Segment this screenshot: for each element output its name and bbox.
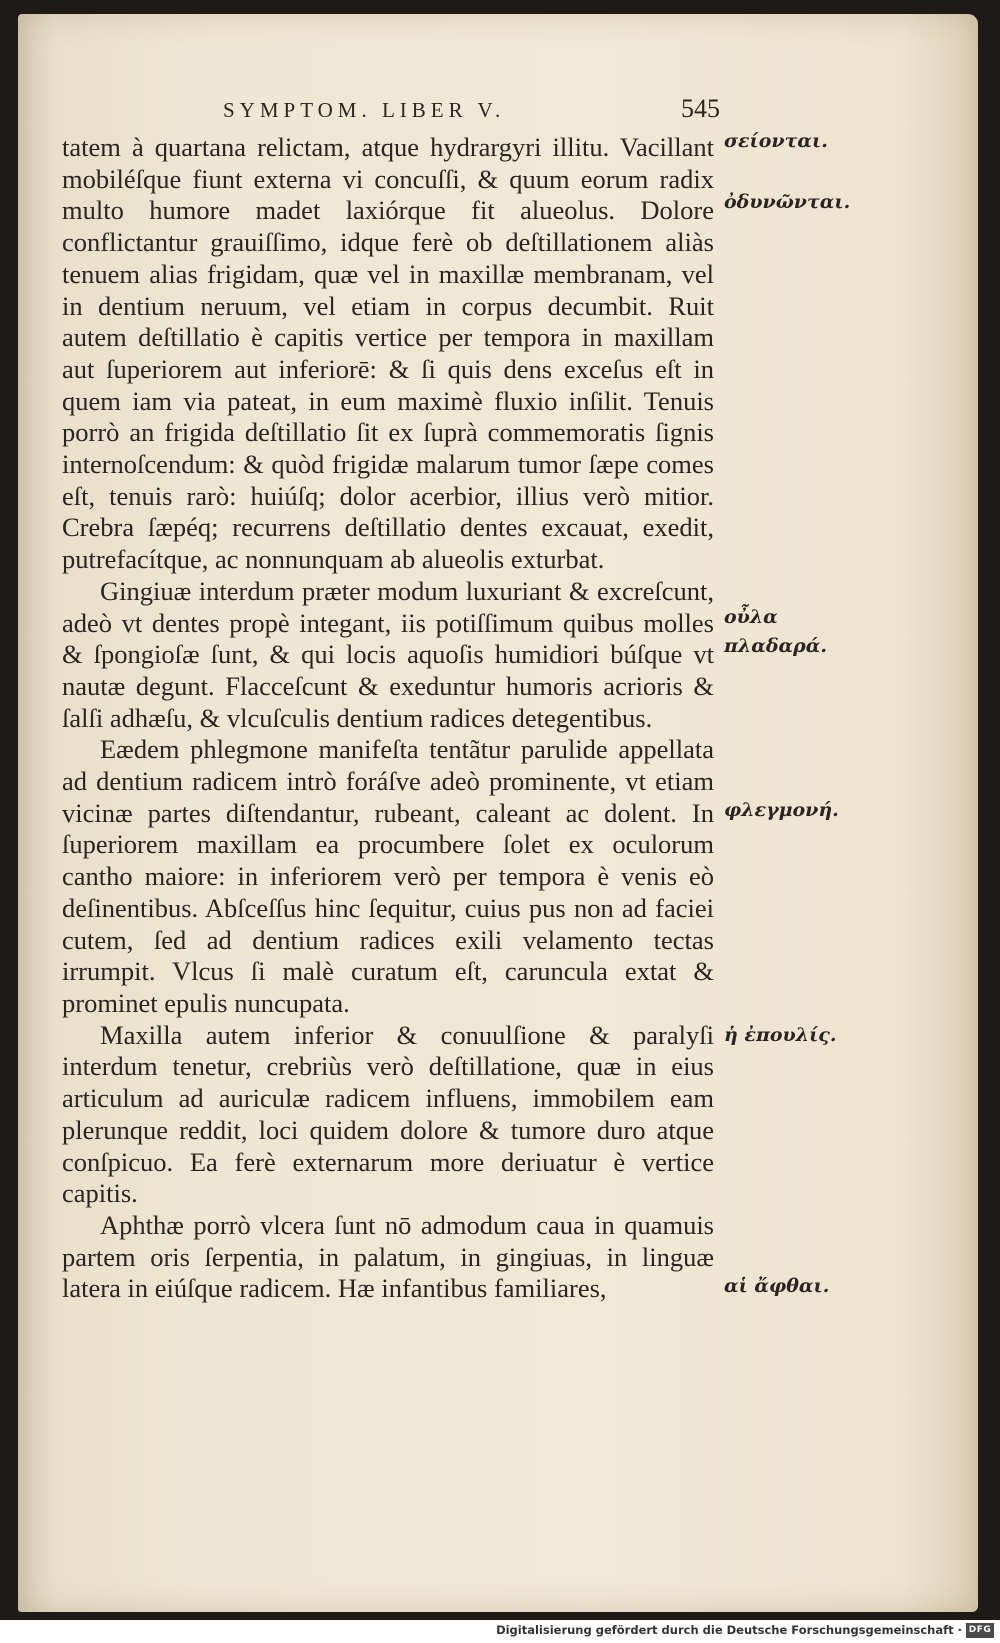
margin-note-1: σείονται. bbox=[724, 130, 828, 152]
page-number: 545 bbox=[681, 94, 720, 123]
paragraph-2: Gingiuæ interdum præter modum luxuriant & excreſcunt, adeò vt dentes propè integant, iis potiſſimum quibus molles & ſpongioſæ ſunt, & qui locis aquoſis humidiori búſque vt nautæ degunt. Flacceſcunt & exeduntur humoris acrioris & ſalſi adhæſu, & vlcuſculis dentium radices detegentibus. bbox=[62, 575, 714, 733]
margin-note-2: ὀδυνῶνται. bbox=[724, 191, 851, 213]
funding-credit: Digitalisierung gefördert durch die Deutsche Forschungsgemeinschaft · bbox=[496, 1623, 962, 1637]
margin-note-6: αἱ ἄφθαι. bbox=[724, 1275, 830, 1297]
paragraph-4: Maxilla autem inferior & conuulſione & paralyſi interdum tenetur, crebriùs verò deſtillatione, quæ in eius articulum ad auriculæ radicem influens, immobilem eam plerunque reddit, loci quidem dolore & tumore duro atque conſpicuo. Ea ferè externarum more deriuatur è vertice capitis. bbox=[62, 1019, 714, 1209]
book-page bbox=[18, 14, 978, 1612]
paragraph-1: tatem à quartana relictam, atque hydrargyri illitu. Vacillant mobiléſque fiunt externa vi concuſſi, & quum eorum radix multo humore madet laxiórque fit alueolus. Dolore conflictantur grauiſſimo, idque ferè ob deſtillationem aliàs tenuem alias frigidam, quæ vel in maxillæ membranam, vel in dentium neruum, vel etiam in corpus decumbit. Ruit autem deſtillatio è capitis vertice per tempora in maxillam aut ſuperiorem aut inferiorē: & ſi quis dens exceſus eſt in quem iam via pateat, in eum maximè fluxio inſilit. Tenuis porrò an frigida deſtillatio ſit ex ſuprà commemoratis ſignis internoſcendum: & quòd frigidæ malarum tumor ſæpe comes eſt, tenuis rarò: huiúſq; dolor acerbior, illius verò mitior. Crebra ſæpéq; recurrens deſtillatio dentes excauat, exedit, putrefacítque, ac nonnunquam ab alueolis exturbat. bbox=[62, 132, 714, 575]
dfg-logo: DFG bbox=[966, 1623, 994, 1638]
paragraph-3: Eædem phlegmone manifeſta tentãtur parulide appellata ad dentium radicem intrò foráſve adeò prominente, vt etiam vicinæ partes diſtendantur, rubeant, caleant ac dolent. In ſuperiorem maxillam ea procumbere ſolet ex oculorum cantho maiore: in inferiorem verò per tempora è venis eò deſinentibus. Abſceſſus hinc ſequitur, cuius pus non ad faciei cutem, ſed ad dentium radices exili velamento tectas irrumpit. Vlcus ſi malè curatum eſt, caruncula extat & prominet epulis nuncupata. bbox=[62, 734, 714, 1018]
main-text bbox=[62, 132, 714, 1305]
margin-note-4: φλεγμονή. bbox=[724, 799, 839, 821]
paragraph-5: Aphthæ porrò vlcera ſunt nō admodum caua in quamuis partem oris ſerpentia, in palatum, in gingiuas, in linguæ latera in eiúſque radicem. Hæ infantibus familiares, bbox=[62, 1209, 714, 1304]
margin-note-3: οὖλα πλαδαρά. bbox=[724, 606, 828, 657]
running-head: SYMPTOM. LIBER V. bbox=[223, 98, 506, 122]
footer-bar bbox=[0, 1620, 1000, 1643]
margin-note-5: ἡ ἐπουλίς. bbox=[724, 1024, 837, 1046]
